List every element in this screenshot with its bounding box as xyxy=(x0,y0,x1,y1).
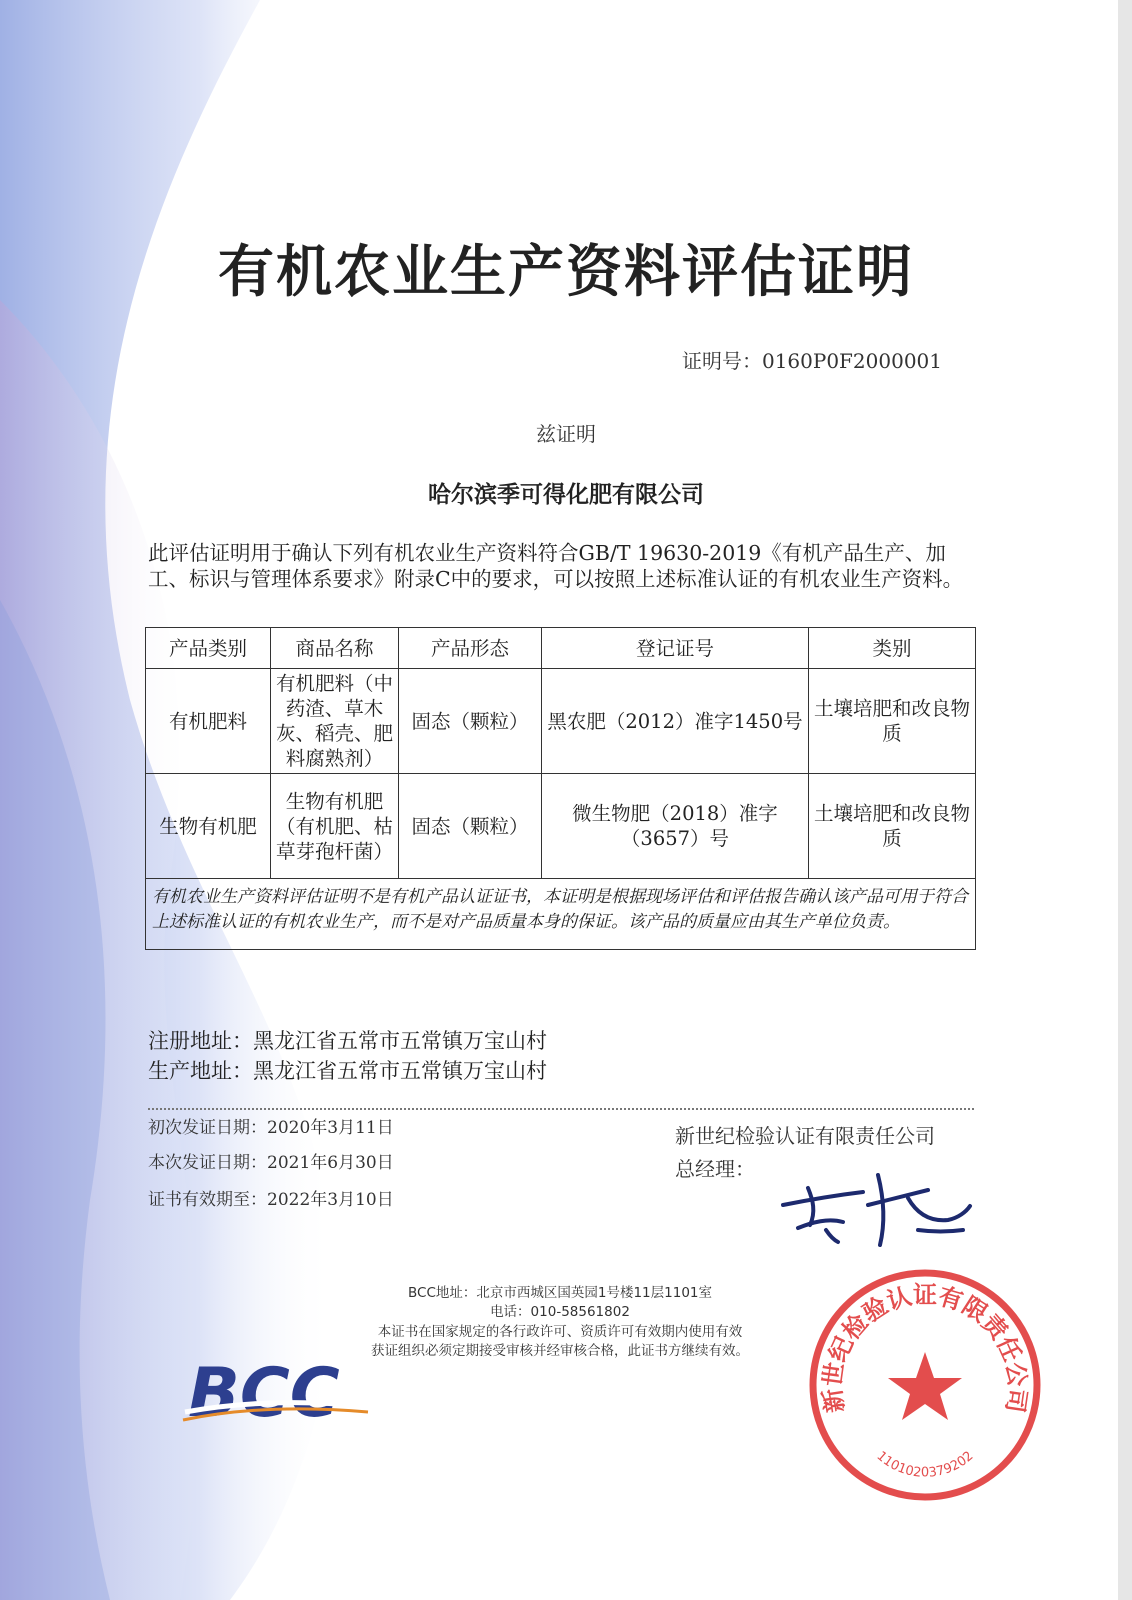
cell-text: 有机肥料 xyxy=(168,709,247,733)
production-address: 生产地址：黑龙江省五常市五常镇万宝山村 xyxy=(148,1059,547,1083)
footer-notice-1: 本证书在国家规定的各行政许可、资质许可有效期内使用有效 xyxy=(377,1324,743,1340)
valid-until-label: 证书有效期至： xyxy=(148,1190,267,1210)
cell-text: 生物有机肥（有机肥、枯草芽孢杆菌） xyxy=(275,789,393,863)
first-issue-date xyxy=(148,1113,394,1138)
product-table xyxy=(145,627,976,950)
seal-star-icon xyxy=(888,1352,962,1420)
cell-text: 固态（颗粒） xyxy=(411,814,529,838)
table-cell xyxy=(809,774,976,879)
certificate-number: 证明号：0160P0F2000001 xyxy=(681,349,942,373)
disclaimer-note: 有机农业生产资料评估证明不是有机产品认证证书，本证明是根据现场评估和评估报告确认该产品可用于符合上述标准认证的有机农业生产，而不是对产品质量本身的保证。该产品的质量应由其生产单位负责。 xyxy=(146,879,976,950)
table-header: 产品形态 xyxy=(399,628,542,669)
current-issue-value: 2021年6月30日 xyxy=(267,1153,394,1173)
certificate-title: 有机农业生产资料评估证明 xyxy=(218,239,914,305)
first-issue-label: 初次发证日期： xyxy=(148,1118,267,1138)
table-cell xyxy=(542,669,809,774)
cell-text: 有机肥料（中药渣、草木灰、稻壳、肥料腐熟剂） xyxy=(275,672,393,770)
table-note-row xyxy=(146,879,976,950)
cell-text: 固态（颗粒） xyxy=(411,709,529,733)
logo-text: BCC xyxy=(188,1354,340,1430)
dotted-divider xyxy=(148,1108,974,1110)
table-header-row xyxy=(146,628,976,669)
table-cell xyxy=(271,669,399,774)
table-cell xyxy=(271,774,399,879)
official-seal xyxy=(800,1260,1050,1510)
seal-number: 1101020379202 xyxy=(873,1448,977,1481)
first-issue-value: 2020年3月11日 xyxy=(267,1118,394,1138)
registered-address: 注册地址：黑龙江省五常市五常镇万宝山村 xyxy=(148,1029,547,1053)
footer-address: BCC地址：北京市西城区国英园1号楼11层1101室 xyxy=(408,1285,712,1301)
table-row xyxy=(146,774,976,879)
company-name: 哈尔滨季可得化肥有限公司 xyxy=(428,482,704,508)
cell-text: 土壤培肥和改良物质 xyxy=(813,802,970,850)
cell-text: 生物有机肥 xyxy=(159,814,257,838)
table-cell xyxy=(146,774,271,879)
footer-notice-2: 获证组织必须定期接受审核并经审核合格，此证书方继续有效。 xyxy=(371,1343,749,1359)
table-header: 产品类别 xyxy=(146,628,271,669)
current-issue-date xyxy=(148,1148,394,1173)
cell-text: 微生物肥（2018）准字（3657）号 xyxy=(572,802,778,850)
current-issue-label: 本次发证日期： xyxy=(148,1153,267,1173)
footer-phone: 电话：010-58561802 xyxy=(490,1304,630,1320)
seal-text: 新世纪检验认证有限责任公司 xyxy=(818,1281,1032,1415)
cell-text: 土壤培肥和改良物质 xyxy=(813,697,970,745)
signature-graphic xyxy=(768,1150,978,1250)
table-cell xyxy=(399,774,542,879)
table-header: 类别 xyxy=(809,628,976,669)
intro-paragraph: 此评估证明用于确认下列有机农业生产资料符合GB/T 19630-2019《有机产品生产、加工、标识与管理体系要求》附录C中的要求，可以按照上述标准认证的有机农业生产资料。 xyxy=(148,541,964,591)
hereby-certify: 兹证明 xyxy=(536,422,596,446)
bcc-logo xyxy=(180,1350,370,1430)
cell-text: 黑农肥（2012）准字1450号 xyxy=(547,709,803,733)
table-cell xyxy=(399,669,542,774)
table-header: 登记证号 xyxy=(542,628,809,669)
table-cell xyxy=(542,774,809,879)
table-row xyxy=(146,669,976,774)
svg-text:1101020379202 xyxy=(874,1449,977,1481)
valid-until-value: 2022年3月10日 xyxy=(267,1190,394,1210)
table-header: 商品名称 xyxy=(271,628,399,669)
general-manager-label: 总经理： xyxy=(675,1157,755,1181)
valid-until-date xyxy=(148,1185,394,1210)
issuer-name: 新世纪检验认证有限责任公司 xyxy=(675,1124,935,1148)
table-cell xyxy=(809,669,976,774)
table-cell xyxy=(146,669,271,774)
